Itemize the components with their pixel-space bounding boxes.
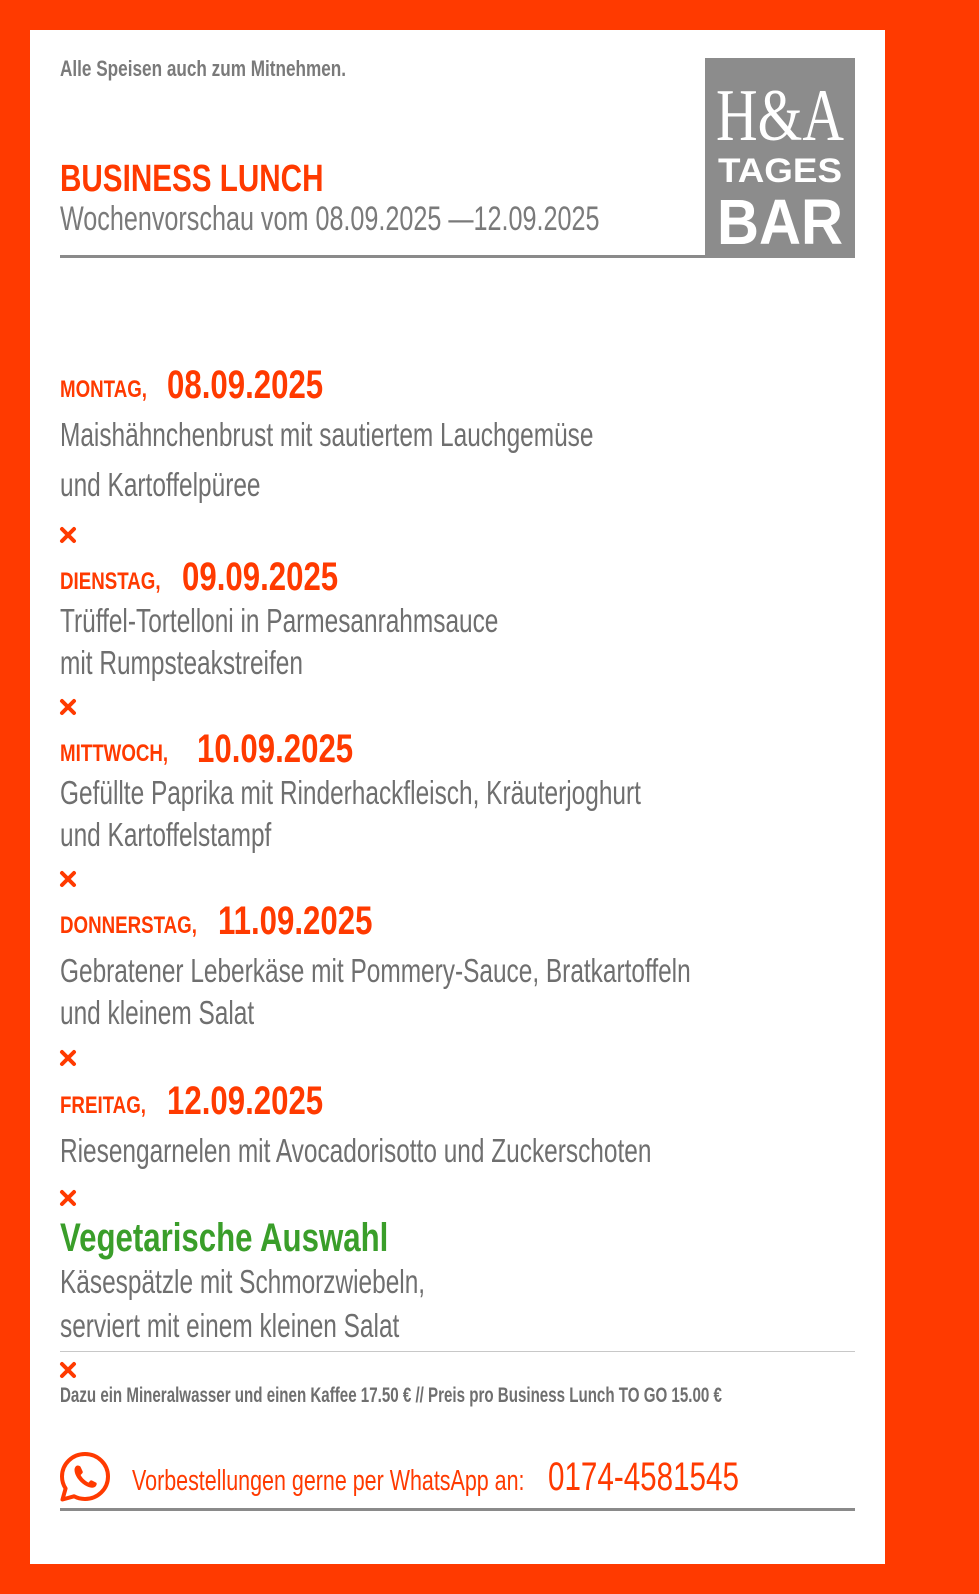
phone-number[interactable]: 0174-4581545	[548, 1455, 739, 1499]
cross-icon	[60, 1050, 76, 1066]
day-date: 11.09.2025	[218, 899, 373, 943]
cross-icon	[60, 871, 76, 887]
day-name: DIENSTAG,	[60, 568, 161, 595]
cross-icon	[60, 699, 76, 715]
footer-divider-thin	[60, 1351, 855, 1352]
vegetarian-title: Vegetarische Auswahl	[60, 1216, 389, 1260]
week-subtitle: Wochenvorschau vom 08.09.2025 —12.09.2025	[60, 200, 600, 238]
day-monday	[60, 360, 781, 510]
day-date: 12.09.2025	[167, 1079, 324, 1123]
dish-text: Maishähnchenbrust mit sautiertem Lauchgemüse und Kartoffelpüree	[60, 416, 594, 503]
logo	[705, 58, 855, 258]
menu-card	[30, 30, 885, 1564]
takeaway-note: Alle Speisen auch zum Mitnehmen.	[60, 56, 347, 81]
whatsapp-icon[interactable]	[58, 1450, 112, 1504]
vegetarian-dish: Käsespätzle mit Schmorzwiebeln, serviert mit einem kleinen Salat	[60, 1263, 426, 1344]
footer-divider	[60, 1508, 855, 1511]
price-note: Dazu ein Mineralwasser und einen Kaffee 17.50 € // Preis pro Business Lunch TO GO 15.00 €	[60, 1384, 722, 1407]
logo-line3: BAR	[717, 186, 843, 258]
logo-line2: TAGES	[718, 152, 842, 190]
dish-text: Riesengarnelen mit Avocadorisotto und Zuckerschoten	[60, 1132, 652, 1169]
day-date: 10.09.2025	[197, 727, 354, 771]
day-name: FREITAG,	[60, 1092, 146, 1119]
day-name: DONNERSTAG,	[60, 912, 197, 939]
day-name: MONTAG,	[60, 376, 148, 403]
day-date: 09.09.2025	[182, 555, 339, 599]
dish-text: Trüffel-Tortelloni in Parmesanrahmsauce mit Rumpsteakstreifen	[60, 602, 499, 681]
logo-line1: H&A	[716, 75, 844, 157]
day-wednesday	[60, 724, 845, 856]
cross-icon	[60, 527, 76, 543]
day-friday	[60, 1076, 859, 1172]
day-date: 08.09.2025	[167, 363, 324, 407]
header-divider	[60, 255, 710, 258]
cross-icon	[60, 1190, 76, 1206]
day-tuesday	[60, 552, 652, 684]
cross-icon	[60, 1362, 76, 1378]
day-name: MITTWOCH,	[60, 740, 169, 767]
dish-text: Gefüllte Paprika mit Rinderhackfleisch, Kräuterjoghurt und Kartoffelstampf	[60, 774, 641, 853]
preorder-text: Vorbestellungen gerne per WhatsApp an:	[132, 1465, 525, 1497]
page-title: BUSINESS LUNCH	[60, 158, 324, 200]
dish-text: Gebratener Leberkäse mit Pommery-Sauce, Bratkartoffeln und kleinem Salat	[60, 952, 691, 1031]
day-thursday	[60, 896, 912, 1034]
